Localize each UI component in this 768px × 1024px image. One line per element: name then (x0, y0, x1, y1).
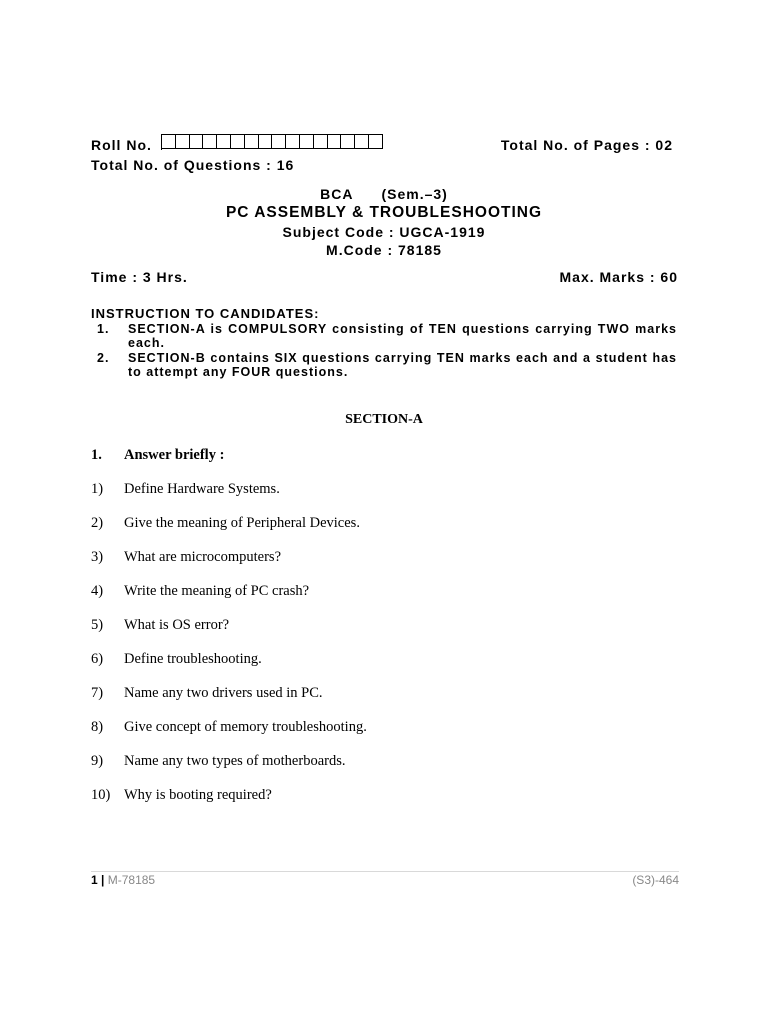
roll-number-box[interactable] (355, 134, 369, 149)
roll-number-box[interactable] (231, 134, 245, 149)
roll-number-box[interactable] (286, 134, 300, 149)
roll-number-box[interactable] (245, 134, 259, 149)
question-number: 1) (91, 481, 104, 497)
question-text: Give concept of memory troubleshooting. (124, 719, 367, 735)
instructions-heading: INSTRUCTION TO CANDIDATES: (91, 306, 320, 321)
section-a-heading: SECTION-A (345, 412, 423, 427)
semester: (Sem.–3) (381, 186, 448, 202)
main-question-text: Answer briefly : (124, 447, 225, 463)
course-line (0, 186, 768, 202)
m-code: M.Code : 78185 (326, 242, 442, 258)
instruction-number: 1. (97, 322, 110, 336)
instruction-item (97, 323, 677, 350)
roll-number-box[interactable] (190, 134, 204, 149)
roll-number-boxes[interactable] (161, 134, 383, 150)
question-text: Write the meaning of PC crash? (124, 583, 310, 599)
main-question-number: 1. (91, 447, 102, 463)
total-questions: Total No. of Questions : 16 (91, 157, 295, 173)
roll-number-label: Roll No. (91, 137, 152, 153)
question-number: 8) (91, 719, 104, 735)
total-pages: Total No. of Pages : 02 (500, 137, 673, 153)
roll-number-box[interactable] (203, 134, 217, 149)
subject-code: Subject Code : UGCA-1919 (282, 224, 486, 240)
question-number: 4) (91, 583, 104, 599)
question-number: 5) (91, 617, 104, 633)
instruction-text: SECTION-B contains SIX questions carrying TEN marks each and a student has to attempt any FOUR questions. (128, 351, 677, 379)
roll-number-box[interactable] (217, 134, 231, 149)
question-number: 9) (91, 753, 104, 769)
roll-number-box[interactable] (341, 134, 355, 149)
max-marks: Max. Marks : 60 (559, 269, 678, 285)
question-text: What is OS error? (124, 617, 230, 633)
instruction-item (97, 352, 677, 379)
question-text: Name any two drivers used in PC. (124, 685, 323, 701)
question-number: 7) (91, 685, 104, 701)
page-number: 1 (91, 873, 98, 887)
question-number: 6) (91, 651, 104, 667)
footer-right: (S3)-464 (632, 873, 679, 887)
question-text: Define troubleshooting. (124, 651, 262, 667)
paper-title: PC ASSEMBLY & TROUBLESHOOTING (225, 204, 543, 221)
roll-number-box[interactable] (300, 134, 314, 149)
instruction-text: SECTION-A is COMPULSORY consisting of TEN questions carrying TWO marks each. (128, 322, 677, 350)
roll-number-box[interactable] (259, 134, 273, 149)
question-text: Name any two types of motherboards. (124, 753, 346, 769)
roll-number-box[interactable] (369, 134, 383, 149)
roll-number-row (91, 134, 681, 156)
exam-time: Time : 3 Hrs. (91, 269, 188, 285)
roll-number-box[interactable] (162, 134, 176, 149)
footer-code: M-78185 (107, 873, 156, 887)
roll-number-box[interactable] (176, 134, 190, 149)
roll-number-box[interactable] (314, 134, 328, 149)
footer-left (91, 873, 155, 887)
question-text: Give the meaning of Peripheral Devices. (124, 515, 360, 531)
question-number: 3) (91, 549, 104, 565)
roll-number-box[interactable] (328, 134, 342, 149)
program: BCA (320, 186, 354, 202)
question-text: What are microcomputers? (124, 549, 282, 565)
instruction-number: 2. (97, 351, 110, 365)
question-number: 10) (91, 787, 111, 803)
footer-divider (91, 871, 679, 872)
question-text: Why is booting required? (124, 787, 272, 803)
question-number: 2) (91, 515, 104, 531)
roll-number-box[interactable] (272, 134, 286, 149)
footer-separator: | (101, 873, 105, 887)
question-text: Define Hardware Systems. (124, 481, 280, 497)
